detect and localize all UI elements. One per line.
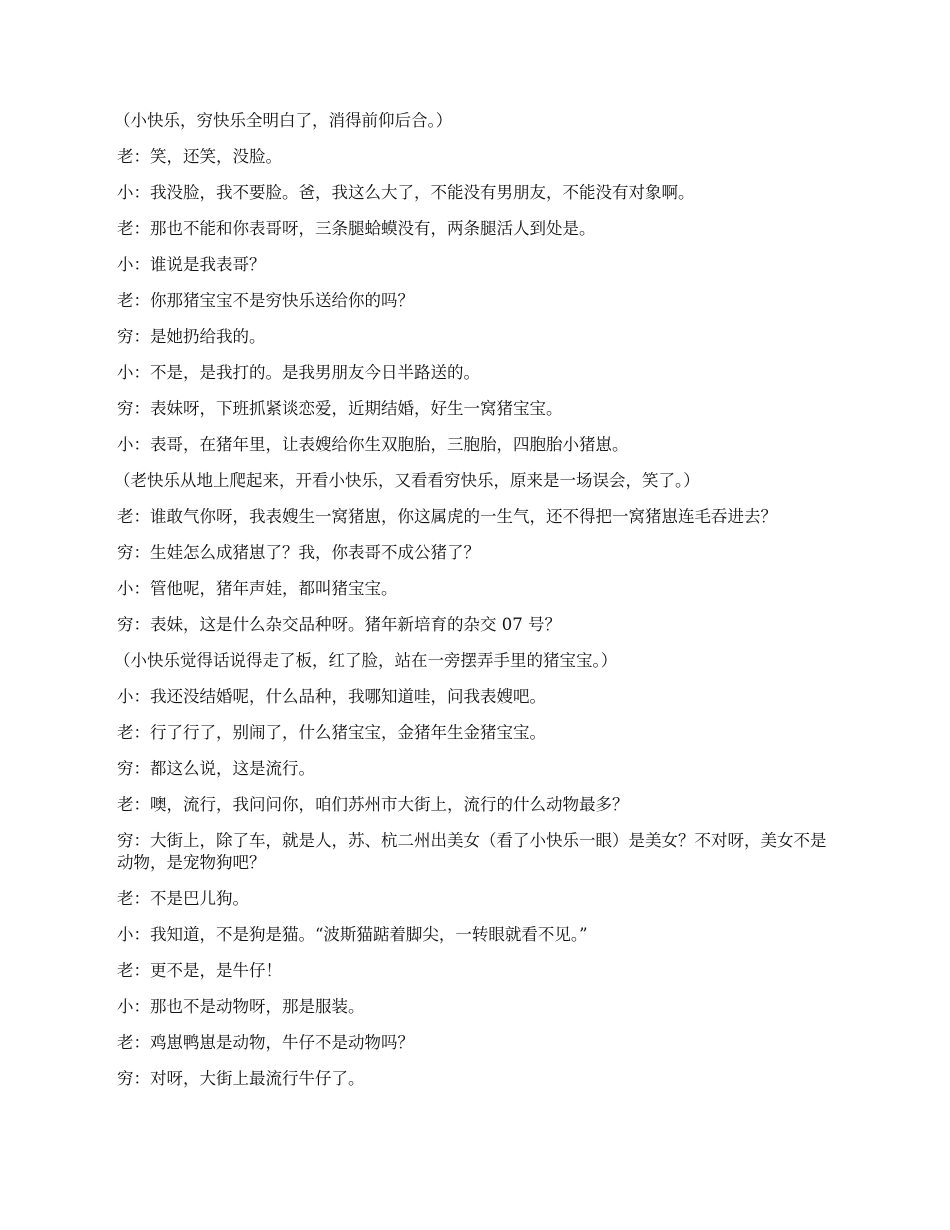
stage-direction: （老快乐从地上爬起来，开看小快乐，又看看穷快乐，原来是一场误会，笑了。） <box>114 471 700 490</box>
dialogue-line: 小：我知道，不是狗是猫。“波斯猫踮着脚尖，一转眼就看不见。” <box>117 925 588 944</box>
dialogue-line: 穷：大街上，除了车，就是人，苏、杭二州出美女（看了小快乐一眼）是美女？不对呀，美女不是动物，是宠物狗吧？ <box>117 831 827 872</box>
dialogue-line: 老：笑，还笑，没脸。 <box>117 147 282 166</box>
dialogue-line: 小：不是，是我打的。是我男朋友今日半路送的。 <box>117 363 480 382</box>
dialogue-line: 穷：是她扔给我的。 <box>117 327 266 346</box>
dialogue-line: 穷：对呀，大街上最流行牛仔了。 <box>117 1069 365 1088</box>
dialogue-line: 穷：表妹呀，下班抓紧谈恋爱，近期结婚，好生一窝猪宝宝。 <box>117 399 563 418</box>
dialogue-line: 穷：都这么说，这是流行。 <box>117 759 315 778</box>
dialogue-line: 老：鸡崽鸭崽是动物，牛仔不是动物吗？ <box>117 1033 414 1052</box>
dialogue-line: 小：表哥，在猪年里，让表嫂给你生双胞胎，三胞胎，四胞胎小猪崽。 <box>117 435 629 454</box>
dialogue-line: 老：不是巴儿狗。 <box>117 889 249 908</box>
dialogue-line: 穷：表妹，这是什么杂交品种呀。猪年新培育的杂交 07 号？ <box>117 615 561 634</box>
stage-direction: （小快乐觉得话说得走了板，红了脸，站在一旁摆弄手里的猪宝宝。） <box>114 651 618 670</box>
dialogue-line: 老：那也不能和你表哥呀，三条腿蛤蟆没有，两条腿活人到处是。 <box>117 219 596 238</box>
dialogue-line: 小：那也不是动物呀，那是服装。 <box>117 997 365 1016</box>
dialogue-line: 穷：生娃怎么成猪崽了？我，你表哥不成公猪了？ <box>117 543 480 562</box>
dialogue-line: 小：管他呢，猪年声娃，都叫猪宝宝。 <box>117 579 398 598</box>
stage-direction: （小快乐，穷快乐全明白了，消得前仰后合。） <box>114 111 453 130</box>
dialogue-line: 小：我没脸，我不要脸。爸，我这么大了，不能没有男朋友，不能没有对象啊。 <box>117 183 695 202</box>
dialogue-line: 老：噢，流行，我问问你，咱们苏州市大街上，流行的什么动物最多？ <box>117 795 629 814</box>
dialogue-line: 老：行了行了，别闹了，什么猪宝宝，金猪年生金猪宝宝。 <box>117 723 546 742</box>
dialogue-line: 老：更不是，是牛仔！ <box>117 961 282 980</box>
dialogue-line: 老：谁敢气你呀，我表嫂生一窝猪崽，你这属虎的一生气，还不得把一窝猪崽连毛吞进去？ <box>117 507 777 526</box>
dialogue-line: 小：谁说是我表哥？ <box>117 255 266 274</box>
dialogue-body <box>114 110 842 1104</box>
dialogue-line: 小：我还没结婚呢，什么品种，我哪知道哇，问我表嫂吧。 <box>117 687 546 706</box>
dialogue-line: 老：你那猪宝宝不是穷快乐送给你的吗？ <box>117 291 414 310</box>
